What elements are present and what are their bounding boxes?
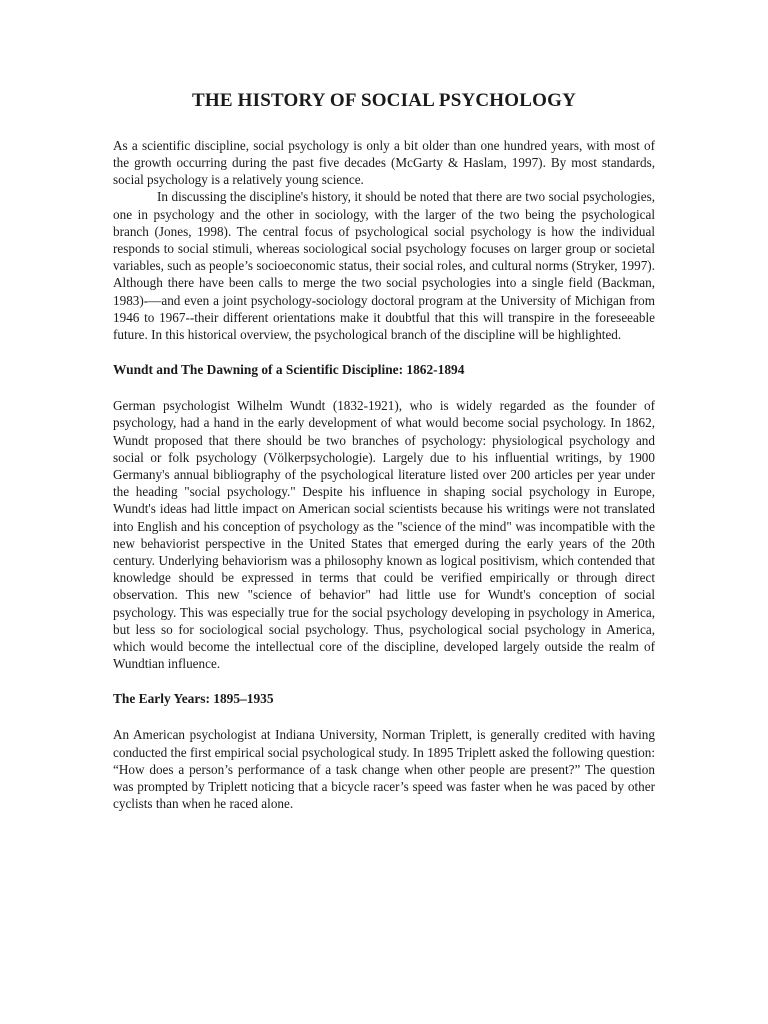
section-heading-wundt: Wundt and The Dawning of a Scientific Discipline: 1862-1894 (113, 362, 465, 378)
intro-paragraph-2: In discussing the discipline's history, it should be noted that there are two social psychologies, one in psychology and the other in sociology, with the larger of the two being the psychological branch (Jones, 1998). The central focus of psychological social psychology is how the individual responds to social stimuli, whereas sociological social psychology focuses on larger group or societal variables, such as people’s socioeconomic status, their social roles, and cultural norms (Stryker, 1997). Although there have been calls to merge the two social psychologies into a single field (Backman, 1983)-—and even a joint psychology-sociology doctoral program at the University of Michigan from 1946 to 1967--their different orientations make it doubtful that this will transpire in the foreseeable future. In this historical overview, the psychological branch of the discipline will be highlighted. (113, 189, 655, 343)
section-paragraph-wundt: German psychologist Wilhelm Wundt (1832-1921), who is widely regarded as the founder of psychology, had a hand in the early development of what would become social psychology. In 1862, Wundt proposed that there should be two branches of psychology: physiological psychology and social or folk psychology (Völkerpsychologie). Largely due to his influential writings, by 1900 Germany's annual bibliography of the psychological literature listed over 200 articles per year under the heading "social psychology." Despite his influence in shaping social psychology in Europe, Wundt's ideas had little impact on American social scientists because his writings were not translated into English and his conception of psychology as the "science of the mind" was incompatible with the new behaviorist perspective in the United States that emerged during the early years of the 20th century. Underlying behaviorism was a philosophy known as logical positivism, which contended that knowledge should be expressed in terms that could be verified empirically or through direct observation. This new "science of behavior" had little use for Wundt's conception of social psychology. This was especially true for the social psychology developing in psychology in America, but less so for sociological social psychology. Thus, psychological social psychology in America, which would become the intellectual core of the discipline, developed largely outside the realm of Wundtian influence. (113, 398, 655, 672)
section-paragraph-early-years: An American psychologist at Indiana University, Norman Triplett, is generally credited with having conducted the first empirical social psychological study. In 1895 Triplett asked the following question: “How does a person’s performance of a task change when other people are present?” The question was prompted by Triplett noticing that a bicycle racer’s speed was faster when he was paced by other cyclists than when he raced alone. (113, 727, 655, 812)
intro-paragraph-1: As a scientific discipline, social psychology is only a bit older than one hundred years, with most of the growth occurring during the past five decades (McGarty & Haslam, 1997). By most standards, social psychology is a relatively young science. (113, 137, 655, 188)
section-heading-early-years: The Early Years: 1895–1935 (113, 691, 274, 707)
document-title: THE HISTORY OF SOCIAL PSYCHOLOGY (191, 90, 577, 111)
